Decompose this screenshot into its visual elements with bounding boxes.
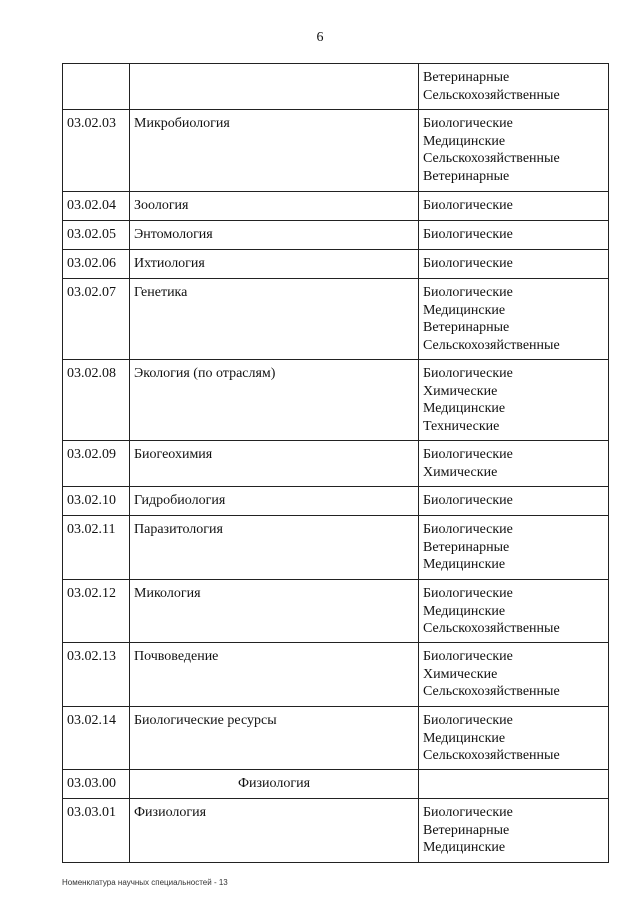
table-row: [63, 643, 609, 707]
sciences-cell: [419, 110, 609, 192]
table-row: [63, 279, 609, 360]
table-row: [63, 221, 609, 250]
table-row: [63, 110, 609, 192]
specialty-code-cell: 03.02.11: [63, 516, 130, 580]
science-branch: Биологические: [423, 366, 513, 381]
specialty-code-cell: 03.02.13: [63, 643, 130, 707]
science-branch: Сельскохозяйственные: [423, 337, 560, 353]
specialty-code-cell: 03.03.00: [63, 770, 130, 799]
specialty-code-cell: 03.02.03: [63, 110, 130, 192]
table-row: [63, 64, 609, 110]
sciences-cell: [419, 64, 609, 110]
specialty-code-cell: 03.02.10: [63, 487, 130, 516]
science-branch: Медицинские: [423, 133, 506, 149]
sciences-cell: [419, 221, 609, 250]
specialty-code-cell: 03.02.08: [63, 360, 130, 441]
science-branch: Ветеринарные: [423, 168, 510, 184]
science-branch: Биологические: [423, 649, 513, 664]
table-row: [63, 441, 609, 487]
sciences-cell: [419, 799, 609, 863]
science-branch: Биологические: [423, 227, 513, 242]
science-branch: Сельскохозяйственные: [423, 151, 560, 166]
specialty-name-cell: Микробиология: [130, 110, 419, 192]
science-branch: Сельскохозяйственные: [423, 748, 560, 763]
specialty-name-cell: Почвоведение: [130, 643, 419, 707]
table-body: [63, 64, 609, 863]
table-row: [63, 360, 609, 441]
sciences-cell: [419, 360, 609, 441]
sciences-cell: [419, 192, 609, 221]
science-branch: Ветеринарные: [423, 70, 510, 85]
science-branch: Биологические: [423, 713, 513, 728]
sciences-cell: [419, 516, 609, 580]
specialty-name-cell: Биогеохимия: [130, 441, 419, 487]
science-branch: Биологические: [423, 805, 513, 820]
science-branch: Медицинские: [423, 302, 506, 318]
science-branch: Биологические: [423, 493, 513, 508]
sciences-cell: [419, 279, 609, 360]
specialty-code-cell: 03.02.05: [63, 221, 130, 250]
specialties-table: [62, 63, 609, 863]
specialty-code-cell: 03.02.09: [63, 441, 130, 487]
specialty-name-cell: Генетика: [130, 279, 419, 360]
sciences-cell: [419, 770, 609, 799]
specialty-name-cell: Физиология: [130, 770, 419, 799]
science-branch: Технические: [423, 418, 500, 434]
specialty-code-cell: 03.02.07: [63, 279, 130, 360]
science-branch: Ветеринарные: [423, 539, 510, 555]
table-row: [63, 799, 609, 863]
specialty-name-cell: Физиология: [130, 799, 419, 863]
science-branch: Биологические: [423, 285, 513, 300]
science-branch: Медицинские: [423, 401, 506, 416]
sciences-cell: [419, 707, 609, 770]
sciences-cell: [419, 487, 609, 516]
science-branch: Сельскохозяйственные: [423, 621, 560, 636]
science-branch: Биологические: [423, 116, 513, 131]
sciences-cell: [419, 580, 609, 643]
specialty-name-cell: Экология (по отраслям): [130, 360, 419, 441]
table-row: [63, 192, 609, 221]
science-branch: Медицинские: [423, 840, 506, 855]
sciences-cell: [419, 441, 609, 487]
specialty-code-cell: 03.02.04: [63, 192, 130, 221]
science-branch: Сельскохозяйственные: [423, 684, 560, 699]
science-branch: Биологические: [423, 198, 513, 213]
specialty-name-cell: [130, 64, 419, 110]
sciences-cell: [419, 250, 609, 279]
specialty-name-cell: Энтомология: [130, 221, 419, 250]
science-branch: Биологические: [423, 447, 513, 462]
sciences-cell: [419, 643, 609, 707]
specialty-name-cell: Паразитология: [130, 516, 419, 580]
specialty-code-cell: 03.02.06: [63, 250, 130, 279]
table-row: [63, 250, 609, 279]
page-number: 6: [316, 30, 324, 45]
specialty-name-cell: Микология: [130, 580, 419, 643]
specialty-name-cell: Биологические ресурсы: [130, 707, 419, 770]
page-footer: Номенклатура научных специальностей - 13: [62, 878, 228, 887]
specialty-code-cell: 03.02.14: [63, 707, 130, 770]
science-branch: Биологические: [423, 522, 513, 537]
specialty-code-cell: [63, 64, 130, 110]
science-branch: Медицинские: [423, 730, 506, 746]
specialty-name-cell: Гидробиология: [130, 487, 419, 516]
specialty-code-cell: 03.03.01: [63, 799, 130, 863]
science-branch: Биологические: [423, 256, 513, 271]
specialty-name-cell: Ихтиология: [130, 250, 419, 279]
science-branch: Ветеринарные: [423, 320, 510, 335]
science-branch: Ветеринарные: [423, 822, 510, 838]
science-branch: Медицинские: [423, 557, 506, 572]
science-branch: Химические: [423, 666, 498, 682]
table-row: [63, 707, 609, 770]
table-row: [63, 770, 609, 799]
table-row: [63, 580, 609, 643]
science-branch: Сельскохозяйственные: [423, 87, 560, 103]
science-branch: Биологические: [423, 586, 513, 601]
science-branch: Химические: [423, 464, 498, 480]
specialty-name-cell: Зоология: [130, 192, 419, 221]
table-row: [63, 516, 609, 580]
science-branch: Медицинские: [423, 603, 506, 619]
table-row: [63, 487, 609, 516]
specialty-code-cell: 03.02.12: [63, 580, 130, 643]
science-branch: Химические: [423, 383, 498, 399]
